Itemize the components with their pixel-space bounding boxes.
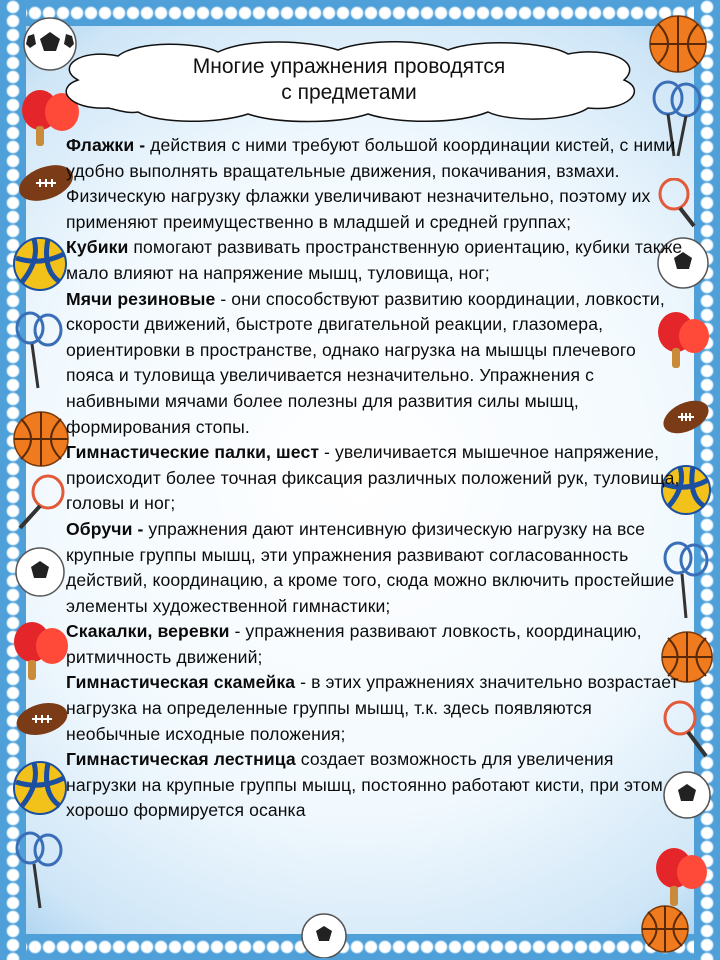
paragraph-ladder	[66, 747, 686, 824]
term-cubes: Кубики	[66, 237, 129, 258]
text-bench: - в этих упражнениях значительно возрастает нагрузка на определенные группы мышц, т.к. здесь появляются необычные исходные положения;	[66, 672, 679, 744]
term-flags: Флажки -	[66, 135, 151, 155]
text-jump-ropes: - упражнения развивают ловкость, координацию, ритмичность движений;	[66, 621, 642, 667]
term-bench: Гимнастическая скамейка	[66, 672, 296, 693]
paragraph-cubes	[66, 235, 686, 286]
term-sticks: Гимнастические палки, шест	[66, 442, 320, 463]
header-line-2: с предметами	[281, 81, 417, 104]
header-title	[48, 54, 650, 106]
tennis-racket-icon	[14, 474, 70, 530]
term-ladder: Гимнастическая лестница	[66, 749, 296, 770]
paragraph-bench	[66, 670, 686, 747]
rugby-ball-icon	[14, 696, 70, 742]
header-cloud	[48, 38, 650, 124]
text-flags: действия с ними требуют большой координации кистей, с ними удобно выполнять вращательные движения, покачивания, взмахи. Физическую нагрузку флажки увеличивают незначительно, поэтому их применяют преимущественно в младшей и средней группах;	[66, 135, 676, 232]
badminton-racket-icon	[12, 310, 68, 390]
paragraph-hoops	[66, 517, 686, 619]
ping-pong-paddle-icon	[650, 846, 712, 908]
badminton-racket-icon	[12, 830, 68, 910]
volleyball-icon	[12, 760, 68, 816]
term-rubber-balls: Мячи резиновые	[66, 288, 216, 309]
text-sticks: - увеличивается мышечное напряжение, происходит более точная фиксация различных положений рук, туловища, головы и ног;	[66, 442, 680, 514]
paragraph-flags	[66, 133, 686, 235]
basketball-icon	[648, 14, 708, 74]
volleyball-icon	[12, 236, 68, 292]
term-hoops: Обручи -	[66, 518, 144, 539]
text-cubes: помогают развивать пространственную ориентацию, кубики также мало влияют на напряжение мышц, туловища, ног;	[66, 237, 683, 283]
basketball-icon	[640, 904, 690, 954]
paragraph-jump-ropes	[66, 619, 686, 670]
text-hoops: упражнения дают интенсивную физическую нагрузку на все крупные группы мышц, эти упражнения развивают согласованность действий, координацию, а кроме того, сюда можно включить простейшие элементы художественной гимнастики;	[66, 518, 675, 616]
paragraph-sticks	[66, 440, 686, 517]
body-text	[66, 133, 686, 824]
term-jump-ropes: Скакалки, веревки	[66, 621, 230, 642]
basketball-icon	[12, 410, 70, 468]
soccer-ball-icon	[300, 912, 348, 958]
soccer-ball-icon	[14, 546, 66, 598]
text-ladder: создает возможность для увеличения нагрузки на крупные группы мышц, постоянно работают кисти, при этом хорошо формируется осанка	[66, 749, 663, 821]
text-rubber-balls: - они способствуют развитию координации, ловкости, скорости движений, быстроте двигательной реакции, глазомера, ориентировки в пространстве, однако нагрузка на мышцы плечевого пояса и туловища увеличивается незначительно. Упражнения с набивными мячами более полезны для развития силы мышц, формирования стопы.	[66, 288, 665, 437]
ping-pong-paddle-icon	[10, 620, 72, 682]
header-line-1: Многие упражнения проводятся	[192, 55, 506, 78]
paragraph-rubber-balls	[66, 287, 686, 441]
